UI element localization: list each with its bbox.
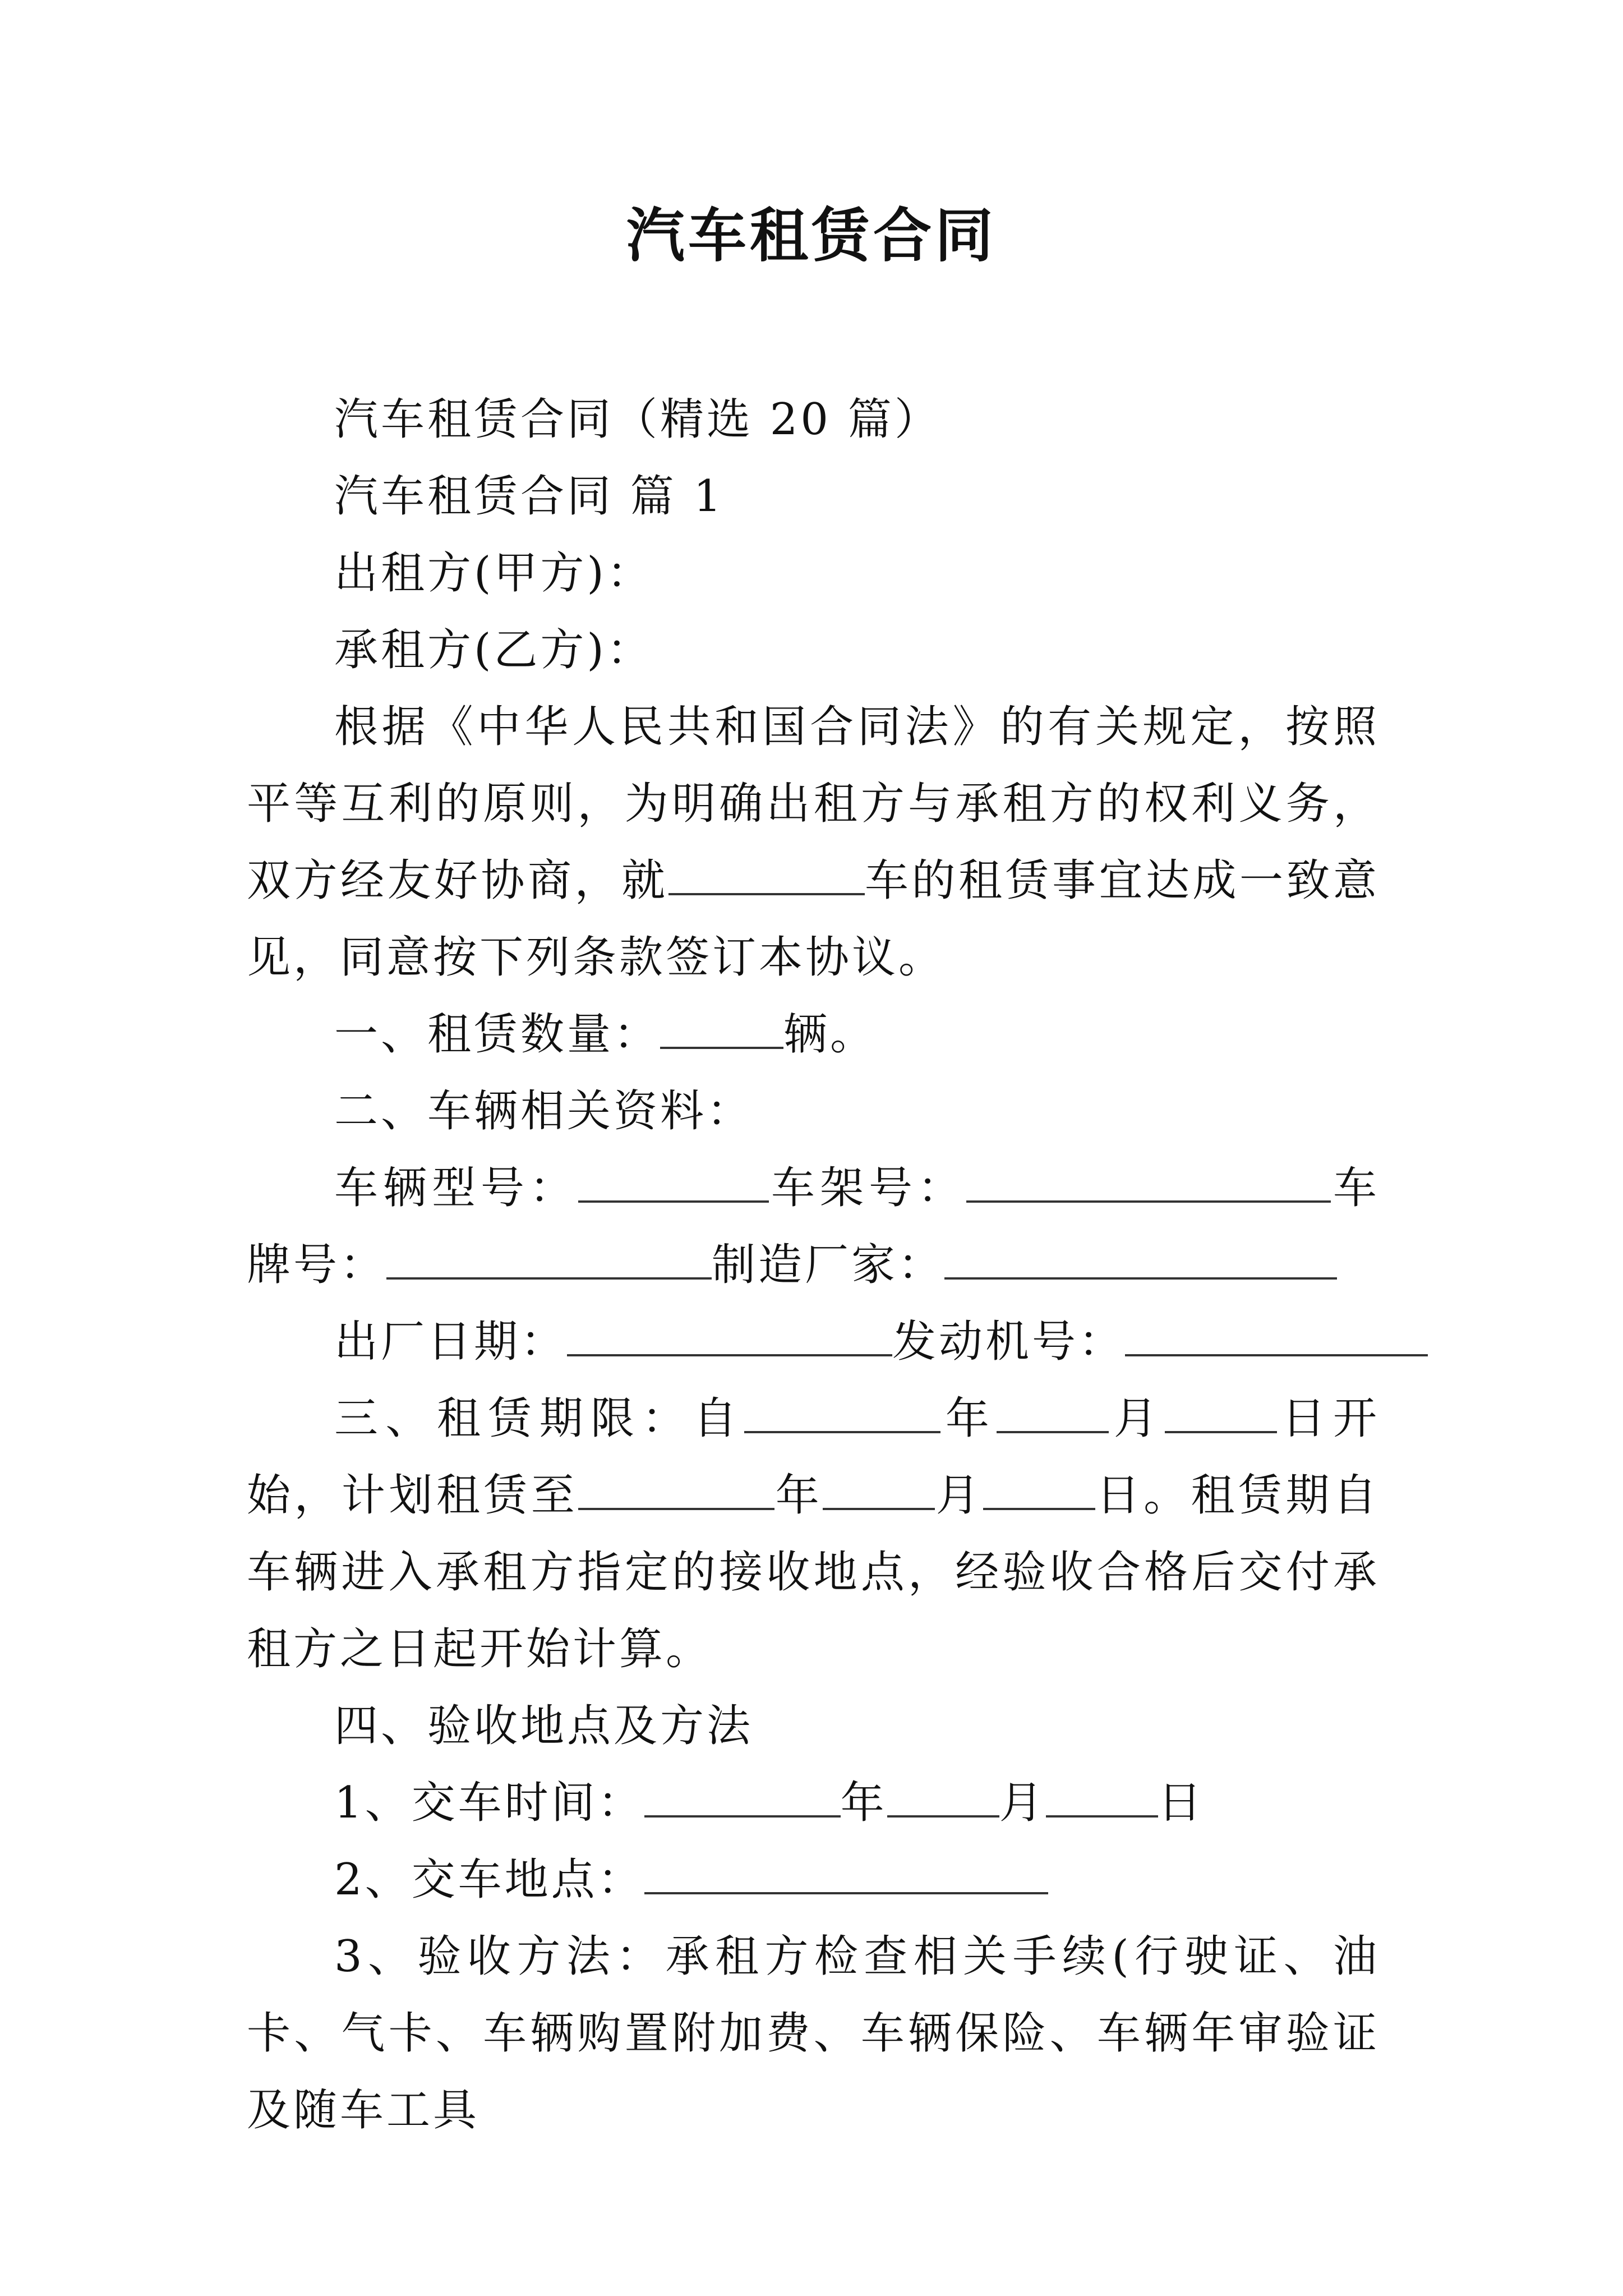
engine-number-blank bbox=[1125, 1319, 1428, 1356]
delivery-place-blank bbox=[644, 1857, 1048, 1894]
frame-number-blank bbox=[966, 1166, 1331, 1203]
start-day-blank bbox=[1165, 1396, 1277, 1433]
acceptance-method-paragraph: 3、验收方法：承租方检查相关手续(行驶证、油卡、气卡、车辆购置附加费、车辆保险、车辆年审验证及随车工具 bbox=[247, 1931, 1380, 2136]
delivery-time-line: 1、交车时间： 年 月 日 bbox=[334, 1778, 1205, 1828]
subtitle-line: 汽车租赁合同（精选 20 篇） bbox=[334, 394, 941, 445]
intro-paragraph: 根据《中华人民共和国合同法》的有关规定，按照平等互利的原则，为明确出租方与承租方的权利义务，双方经友好协商，就 车的租赁事宜达成一致意见，同意按下列条款签订本协议。 bbox=[247, 702, 1380, 983]
lease-term-paragraph: 三、租赁期限：自 年 月 日开始，计划租赁至 年 月 日。租赁期自车辆进入承租方指定的接收地点，经验收合格后交付承租方之日起开始计算。 bbox=[247, 1393, 1380, 1674]
lessor-line: 出租方(甲方)： bbox=[334, 548, 653, 599]
delivery-year-blank bbox=[644, 1780, 841, 1818]
production-line: 出厂日期： 发动机号： bbox=[247, 1304, 1380, 1381]
lessee-line: 承租方(乙方)： bbox=[334, 625, 653, 675]
delivery-place-line: 2、交车地点： bbox=[247, 1842, 1380, 1918]
document-title: 汽车租赁合同 bbox=[626, 201, 997, 270]
production-date-blank bbox=[567, 1319, 892, 1356]
delivery-month-blank bbox=[887, 1780, 999, 1818]
delivery-day-blank bbox=[1046, 1780, 1158, 1818]
end-day-blank bbox=[983, 1473, 1095, 1510]
quantity-line: 一、租赁数量： 辆。 bbox=[334, 1009, 877, 1060]
document-body bbox=[247, 381, 1380, 2149]
quantity-blank bbox=[660, 1012, 783, 1049]
vehicle-info-paragraph: 车辆型号： 车架号： 车牌号： 制造厂家： bbox=[247, 1163, 1380, 1290]
model-blank bbox=[578, 1166, 769, 1203]
start-year-blank bbox=[744, 1396, 940, 1433]
end-year-blank bbox=[578, 1473, 774, 1510]
acceptance-heading: 四、验收地点及方法 bbox=[334, 1701, 754, 1751]
start-month-blank bbox=[997, 1396, 1109, 1433]
section-heading: 汽车租赁合同 篇 1 bbox=[334, 471, 725, 522]
plate-number-blank bbox=[386, 1243, 712, 1280]
manufacturer-blank bbox=[944, 1243, 1337, 1280]
vehicle-info-heading: 二、车辆相关资料： bbox=[334, 1086, 754, 1137]
end-month-blank bbox=[823, 1473, 935, 1510]
vehicle-blank bbox=[668, 858, 865, 895]
